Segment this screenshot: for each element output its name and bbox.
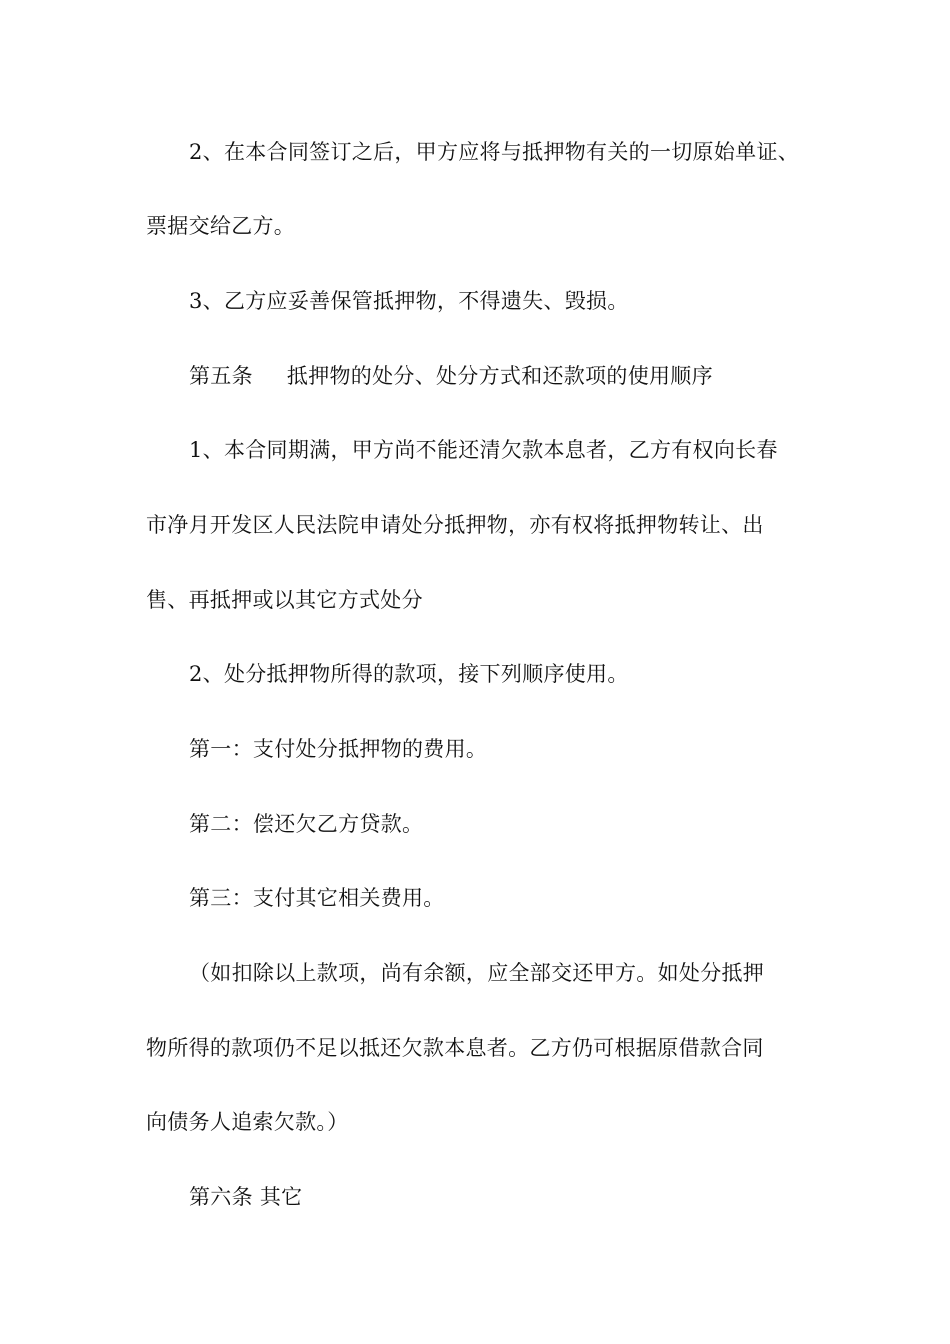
paragraph-line: 向债务人追索欠款。） [146,1110,349,1134]
list-item: 第三：支付其它相关费用。 [189,886,445,910]
article-heading: 第六条 其它 [189,1185,303,1209]
paragraph-line: 3、乙方应妥善保管抵押物，不得遗失、毁损。 [189,289,629,313]
paragraph-line: 物所得的款项仍不足以抵还欠款本息者。乙方仍可根据原借款合同 [146,1036,764,1060]
paragraph-line: 1、本合同期满，甲方尚不能还清欠款本息者，乙方有权向长春 [189,438,778,462]
paragraph-line: 市净月开发区人民法院申请处分抵押物，亦有权将抵押物转让、出 [146,513,764,537]
article-number: 第五条 [189,364,253,388]
paragraph-line: 售、再抵押或以其它方式处分 [146,588,423,612]
article-heading [189,361,869,391]
paragraph-line: 2、处分抵押物所得的款项，接下列顺序使用。 [189,662,629,686]
paragraph-line: 2、在本合同签订之后，甲方应将与抵押物有关的一切原始单证、 [189,140,800,164]
list-item: 第二：偿还欠乙方贷款。 [189,812,424,836]
paragraph-line: （如扣除以上款项，尚有余额，应全部交还甲方。如处分抵押 [189,961,765,985]
list-item: 第一：支付处分抵押物的费用。 [189,737,488,761]
paragraph-line: 票据交给乙方。 [146,214,296,238]
article-title: 抵押物的处分、处分方式和还款项的使用顺序 [286,364,713,388]
